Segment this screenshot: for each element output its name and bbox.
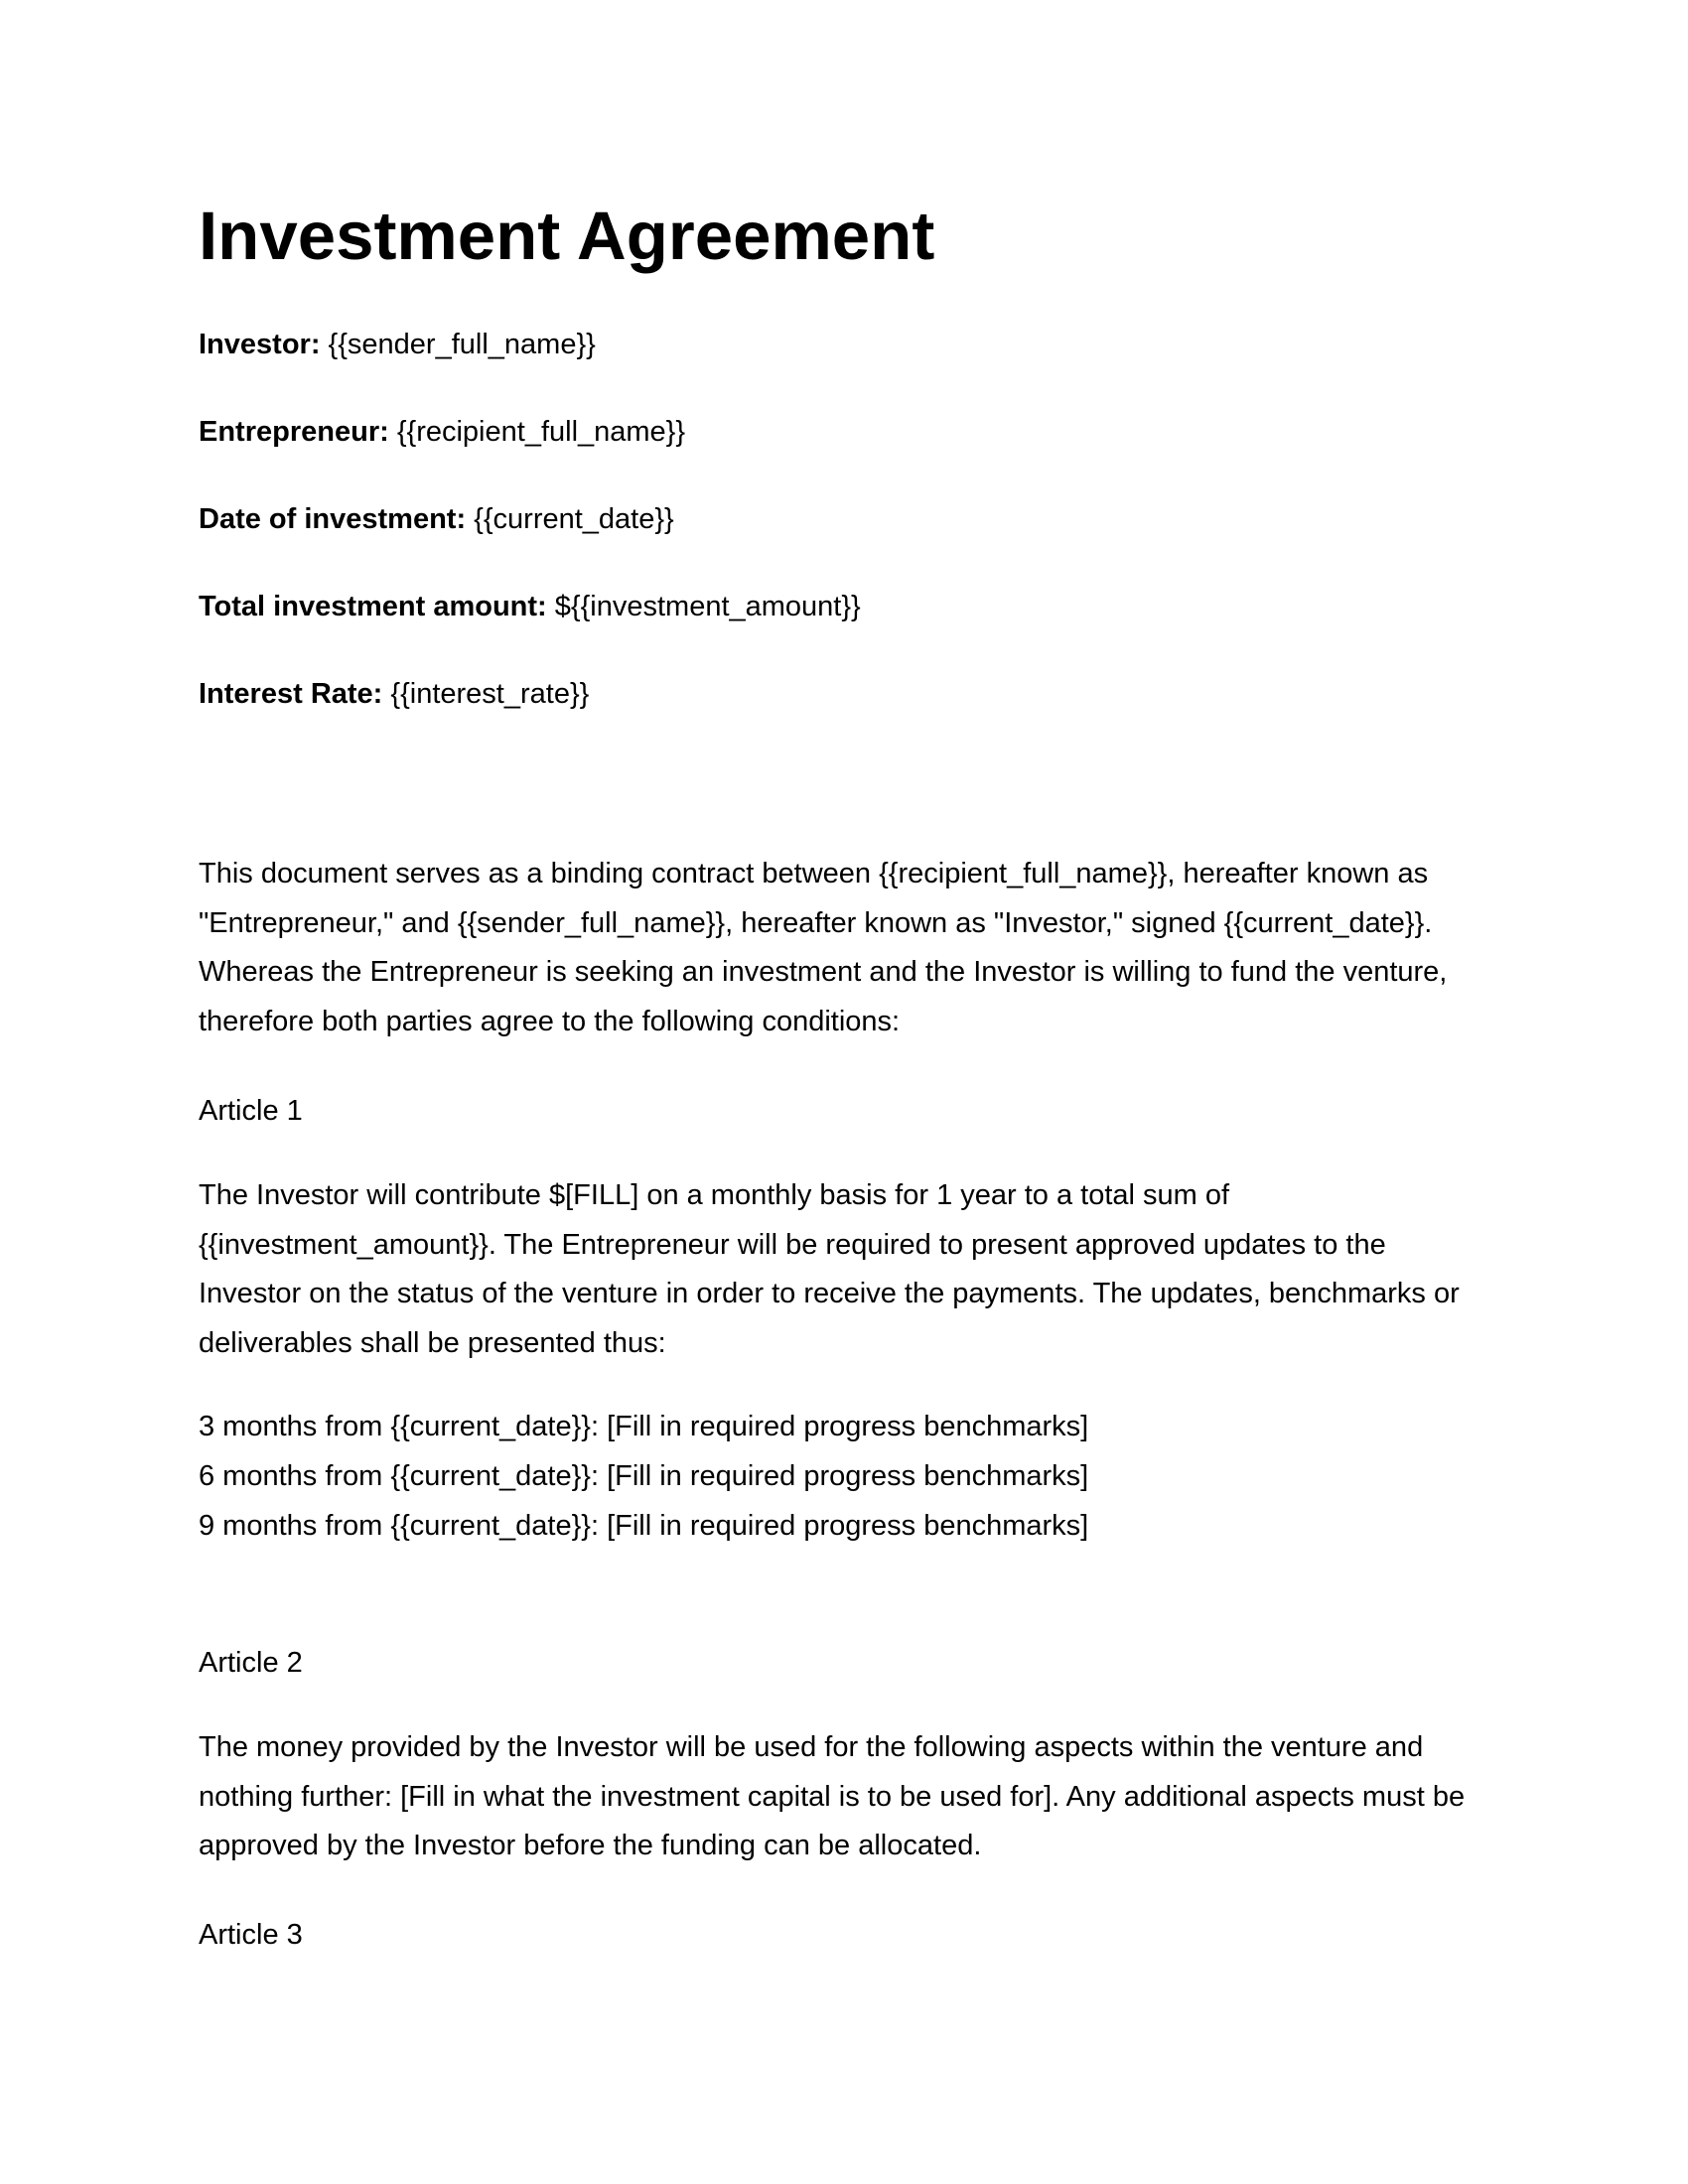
article-1-heading: Article 1 <box>199 1095 303 1127</box>
field-value: ${{investment_amount}} <box>554 591 861 622</box>
document-title: Investment Agreement <box>199 198 935 274</box>
milestone-6-months: 6 months from {{current_date}}: [Fill in required progress benchmarks] <box>199 1460 1089 1492</box>
field-total-investment-amount <box>199 588 861 625</box>
field-value: {{sender_full_name}} <box>328 329 596 360</box>
field-label: Total investment amount: <box>199 591 547 622</box>
milestone-9-months: 9 months from {{current_date}}: [Fill in required progress benchmarks] <box>199 1510 1089 1542</box>
article-1-body: The Investor will contribute $[FILL] on a monthly basis for 1 year to a total sum of {{investment_amount}}. The Entrepreneur will be required to present approved updates to the Investor on the status of the venture in order to receive the payments. The updates, benchmarks or deliverables shall be presented thus: <box>199 1179 1460 1359</box>
field-label: Interest Rate: <box>199 678 383 710</box>
field-value: {{current_date}} <box>474 503 674 535</box>
field-value: {{interest_rate}} <box>390 678 590 710</box>
field-value: {{recipient_full_name}} <box>396 416 686 448</box>
field-date-of-investment <box>199 500 674 538</box>
article-3-heading: Article 3 <box>199 1919 303 1951</box>
intro-paragraph: This document serves as a binding contract between {{recipient_full_name}}, hereafter known as "Entrepreneur," and {{sender_full_name}}, hereafter known as "Investor," signed {{current_date}}. Whereas the Entrepreneur is seeking an investment and the Investor is willing to fund the venture, therefore both parties agree to the following conditions: <box>199 858 1448 1037</box>
field-label: Entrepreneur: <box>199 416 389 448</box>
field-interest-rate <box>199 675 589 713</box>
field-label: Date of investment: <box>199 503 467 535</box>
article-2-body: The money provided by the Investor will be used for the following aspects within the venture and nothing further: [Fill in what the investment capital is to be used for]. Any additional aspects must be approved by the Investor before the funding can be allocated. <box>199 1731 1466 1861</box>
field-label: Investor: <box>199 329 321 360</box>
article-2-heading: Article 2 <box>199 1647 303 1679</box>
field-entrepreneur <box>199 413 685 451</box>
field-investor <box>199 326 596 363</box>
milestone-3-months: 3 months from {{current_date}}: [Fill in required progress benchmarks] <box>199 1411 1089 1442</box>
